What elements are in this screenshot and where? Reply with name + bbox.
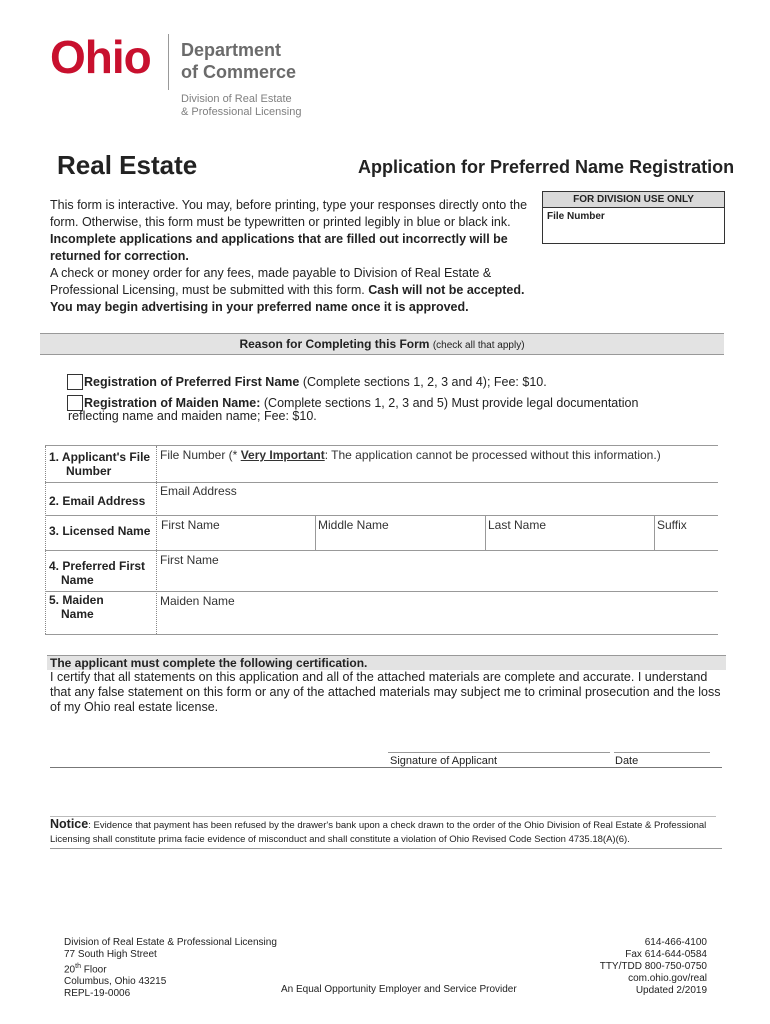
footer-tty: TTY/TDD 800-750-0750 bbox=[599, 961, 707, 972]
notice-body: : Evidence that payment has been refused by the drawer's bank upon a check drawn to the order of the Ohio Division of Real Estate & Professional Licensing shall constitute prima facie evidence of misconduct and shall constitute a violation of Ohio Revised Code Section 4735.18(A)(6). bbox=[50, 820, 707, 845]
intro-warning: Incomplete applications and applications that are filled out incorrectly will be returned for correction. bbox=[50, 232, 508, 263]
signature-label: Signature of Applicant bbox=[390, 755, 498, 767]
file-number-suffix: : The application cannot be processed without this information.) bbox=[324, 448, 661, 462]
option2-title: Registration of Maiden Name: bbox=[84, 396, 261, 410]
notice-label: Notice bbox=[50, 817, 89, 831]
option1-detail: (Complete sections 1, 2, 3 and 4); Fee: $10. bbox=[299, 375, 547, 389]
footer-city: Columbus, Ohio 43215 bbox=[64, 976, 167, 988]
footer-website: com.ohio.gov/real bbox=[628, 973, 707, 984]
applicant-file-number-label bbox=[49, 450, 150, 478]
preferred-first-name-checkbox[interactable] bbox=[67, 374, 83, 390]
row4-bottom-border bbox=[45, 591, 718, 592]
certification-header: The applicant must complete the following certification. bbox=[47, 655, 726, 670]
department-line-1: Department bbox=[181, 40, 282, 60]
file-number-field[interactable] bbox=[160, 448, 661, 462]
footer-floor: 20th Floor bbox=[64, 963, 107, 976]
row3-bottom-border bbox=[45, 550, 718, 551]
very-important-text: Very Important bbox=[240, 448, 325, 462]
department-name bbox=[181, 39, 296, 83]
equal-opportunity-statement: An Equal Opportunity Employer and Service Provider bbox=[281, 984, 517, 995]
ohio-logo: Ohio bbox=[50, 31, 151, 83]
signature-section-divider bbox=[50, 767, 722, 768]
division-use-header: FOR DIVISION USE ONLY bbox=[543, 192, 724, 208]
intro-text-2: A check or money order for any fees, made payable to Division of Real Estate & Professional Licensing, must be submitted with this form. bbox=[50, 266, 492, 297]
reason-title: Reason for Completing this Form bbox=[239, 337, 430, 351]
footer-contact bbox=[560, 937, 707, 997]
footer-updated: Updated 2/2019 bbox=[635, 985, 707, 996]
table-top-border bbox=[45, 445, 718, 446]
row5-label-line2: Name bbox=[61, 607, 94, 621]
footer-division: Division of Real Estate & Professional Licensing bbox=[64, 937, 277, 948]
footer-street: 77 South High Street bbox=[64, 949, 157, 960]
footer-address bbox=[64, 937, 277, 1000]
preferred-first-name-label bbox=[49, 559, 145, 587]
division-line-1: Division of Real Estate bbox=[181, 93, 292, 105]
label-column-divider bbox=[156, 446, 157, 634]
signature-line[interactable] bbox=[388, 752, 610, 753]
file-number-prefix: File Number (* bbox=[160, 448, 241, 462]
date-line[interactable] bbox=[614, 752, 710, 753]
form-title: Application for Preferred Name Registration bbox=[358, 157, 735, 177]
page-title: Real Estate bbox=[57, 150, 198, 180]
preferred-first-name-option bbox=[84, 375, 547, 389]
maiden-name-option-line2: reflecting name and maiden name; Fee: $10. bbox=[68, 409, 317, 423]
notice-bottom-rule bbox=[50, 848, 722, 849]
table-bottom-border bbox=[45, 634, 718, 635]
reason-section-header bbox=[40, 333, 724, 355]
preferred-first-name-field[interactable]: First Name bbox=[160, 553, 219, 567]
option2-detail: (Complete sections 1, 2, 3 and 5) Must provide legal documentation bbox=[260, 396, 639, 410]
footer-fax: Fax 614-644-0584 bbox=[625, 949, 707, 960]
table-left-border bbox=[45, 446, 46, 634]
division-line-2: & Professional Licensing bbox=[181, 106, 302, 118]
licensed-last-name-field[interactable]: Last Name bbox=[488, 518, 547, 532]
certification-text: I certify that all statements on this application and all of the attached materials are complete and accurate. I understand that any false statement on this form or any of the attached materials may subject me to criminal prosecution and the loss of my Ohio real estate license. bbox=[50, 670, 721, 714]
division-name bbox=[181, 93, 301, 119]
email-address-label: 2. Email Address bbox=[49, 494, 146, 508]
licensed-middle-name-field[interactable]: Middle Name bbox=[318, 518, 389, 532]
intro-advertising-note: You may begin advertising in your preferred name once it is approved. bbox=[50, 300, 469, 314]
row5-label-line1: 5. Maiden bbox=[49, 593, 104, 607]
option1-title: Registration of Preferred First Name bbox=[84, 375, 300, 389]
last-suffix-divider bbox=[654, 515, 655, 550]
footer-phone: 614-466-4100 bbox=[644, 937, 707, 948]
division-use-box bbox=[542, 191, 725, 244]
logo-divider bbox=[168, 34, 169, 90]
row1-bottom-border bbox=[45, 482, 718, 483]
middle-last-divider bbox=[485, 515, 486, 550]
licensed-name-label: 3. Licensed Name bbox=[49, 524, 151, 538]
row1-label-line2: Number bbox=[66, 464, 112, 478]
instructions bbox=[50, 197, 530, 316]
intro-cash-note: Cash will not be accepted. bbox=[368, 283, 525, 297]
division-file-number-label: File Number bbox=[547, 211, 605, 222]
notice-text bbox=[50, 817, 722, 847]
reason-subtitle: (check all that apply) bbox=[432, 340, 525, 351]
licensed-first-name-field[interactable]: First Name bbox=[161, 518, 220, 532]
maiden-name-label bbox=[49, 593, 104, 621]
intro-text-1: This form is interactive. You may, before printing, type your responses directly onto the form. Otherwise, this form must be typewritten or printed legibly in blue or black ink. bbox=[50, 198, 528, 229]
row2-bottom-border bbox=[45, 515, 718, 516]
row1-label-line1: 1. Applicant's File bbox=[49, 450, 151, 464]
department-line-2: of Commerce bbox=[181, 62, 297, 82]
first-middle-divider bbox=[315, 515, 316, 550]
maiden-name-option bbox=[84, 396, 638, 410]
row4-label-line1: 4. Preferred First bbox=[49, 559, 146, 573]
date-label: Date bbox=[615, 755, 639, 767]
row4-label-line2: Name bbox=[61, 573, 94, 587]
email-address-field[interactable]: Email Address bbox=[160, 484, 237, 498]
maiden-name-field[interactable]: Maiden Name bbox=[160, 594, 235, 608]
footer-form-id: REPL-19-0006 bbox=[64, 988, 131, 1000]
licensed-suffix-field[interactable]: Suffix bbox=[657, 518, 687, 532]
